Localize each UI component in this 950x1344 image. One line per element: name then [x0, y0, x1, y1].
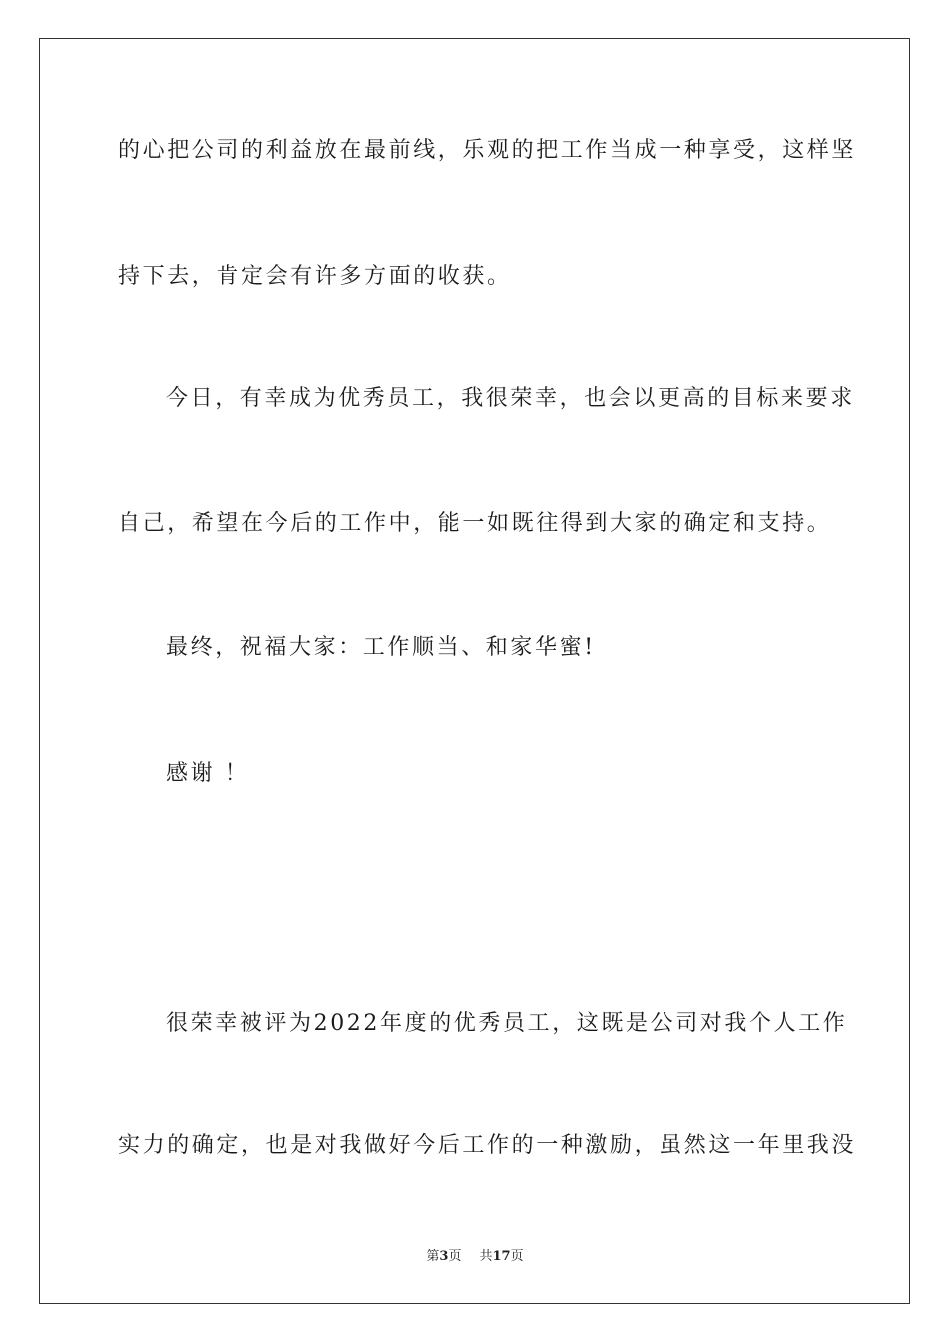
body-line-2: 持下去，肯定会有许多方面的收获。 — [118, 264, 512, 289]
page-border — [39, 38, 910, 1304]
page-suffix: 页 — [448, 1249, 462, 1264]
page-prefix: 第 — [426, 1249, 440, 1264]
body-line-7: 很荣幸被评为2022年度的优秀员工，这既是公司对我个人工作 — [166, 1011, 848, 1036]
body-line-4: 自己，希望在今后的工作中，能一如既往得到大家的确定和支持。 — [118, 511, 832, 536]
body-line-1: 的心把公司的利益放在最前线，乐观的把工作当成一种享受，这样坚 — [118, 138, 857, 163]
page-number: 3 — [439, 1249, 449, 1264]
total-suffix: 页 — [510, 1249, 524, 1264]
body-line-6: 感谢 ！ — [166, 761, 250, 786]
page-footer — [0, 1248, 950, 1266]
body-line-5: 最终，祝福大家：工作顺当、和家华蜜! — [166, 635, 596, 660]
body-line-8: 实力的确定，也是对我做好今后工作的一种激励，虽然这一年里我没 — [118, 1133, 857, 1158]
total-prefix: 共 — [479, 1249, 493, 1264]
body-line-3: 今日，有幸成为优秀员工，我很荣幸，也会以更高的目标来要求 — [166, 386, 855, 411]
total-pages: 17 — [492, 1249, 511, 1264]
